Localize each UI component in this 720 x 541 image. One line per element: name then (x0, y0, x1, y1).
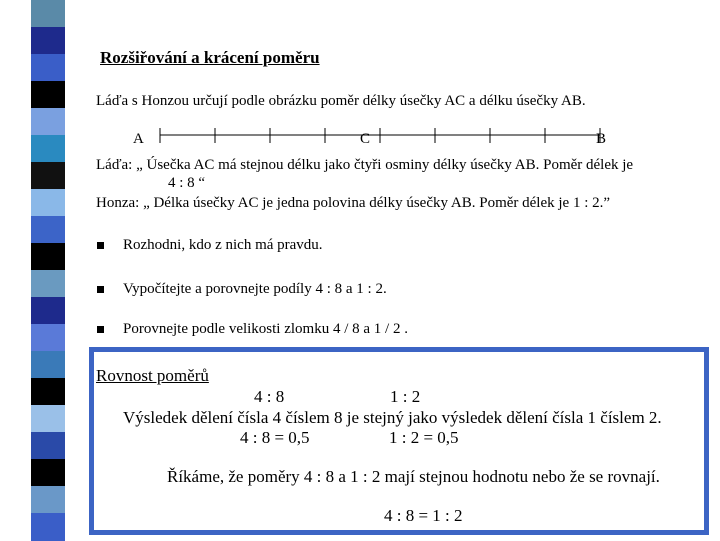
decorative-stripe (31, 0, 65, 540)
lada-statement-line1: Láďa: „ Úsečka AC má stejnou délku jako čtyři osminy délky úsečky AB. Poměr délek je (96, 157, 634, 173)
bullet-square-icon (97, 242, 104, 249)
result-left: 4 : 8 = 0,5 (240, 428, 310, 447)
stripe-block (31, 351, 65, 379)
box-heading: Rovnost poměrů (96, 366, 209, 385)
stripe-block (31, 432, 65, 460)
stripe-block (31, 27, 65, 55)
stripe-block (31, 297, 65, 325)
intro-text: Láďa s Honzou určují podle obrázku poměr délky úsečky AC a délku úsečky AB. (96, 93, 586, 109)
bullet-square-icon (97, 286, 104, 293)
bullet-item-3: Porovnejte podle velikosti zlomku 4 / 8 a 1 / 2 . (123, 321, 408, 337)
bullet-item-1: Rozhodni, kdo z nich má pravdu. (123, 237, 323, 253)
honza-statement: Honza: „ Délka úsečky AC je jedna polovina délky úsečky AB. Poměr délek je 1 : 2.” (96, 195, 611, 211)
stripe-block (31, 459, 65, 487)
stripe-block (31, 189, 65, 217)
ratio-left: 4 : 8 (254, 387, 285, 406)
point-b-label: B (596, 131, 607, 147)
point-a-label: A (133, 131, 144, 147)
stripe-block (31, 162, 65, 190)
bullet-square-icon (97, 326, 104, 333)
result-right: 1 : 2 = 0,5 (389, 428, 459, 447)
stripe-block (31, 378, 65, 406)
stripe-block (31, 81, 65, 109)
ratio-right: 1 : 2 (390, 387, 421, 406)
stripe-block (31, 0, 65, 28)
stripe-block (31, 270, 65, 298)
point-c-label: C (360, 131, 371, 147)
page-title: Rozšiřování a krácení poměru (100, 48, 320, 67)
equality-statement: Říkáme, že poměry 4 : 8 a 1 : 2 mají stejnou hodnotu nebo že se rovnají. (167, 467, 660, 486)
stripe-block (31, 135, 65, 163)
stripe-block (31, 405, 65, 433)
stripe-block (31, 324, 65, 352)
bullet-item-2: Vypočítejte a porovnejte podíly 4 : 8 a 1 : 2. (123, 281, 387, 297)
segment-diagram (145, 126, 605, 146)
stripe-block (31, 54, 65, 82)
ratio-equation: 4 : 8 = 1 : 2 (384, 506, 463, 525)
lada-statement-line2: 4 : 8 “ (168, 175, 206, 191)
stripe-block (31, 108, 65, 136)
division-explanation: Výsledek dělení čísla 4 číslem 8 je stejný jako výsledek dělení čísla 1 číslem 2. (123, 408, 662, 427)
stripe-block (31, 513, 65, 541)
stripe-block (31, 243, 65, 271)
stripe-block (31, 216, 65, 244)
stripe-block (31, 486, 65, 514)
